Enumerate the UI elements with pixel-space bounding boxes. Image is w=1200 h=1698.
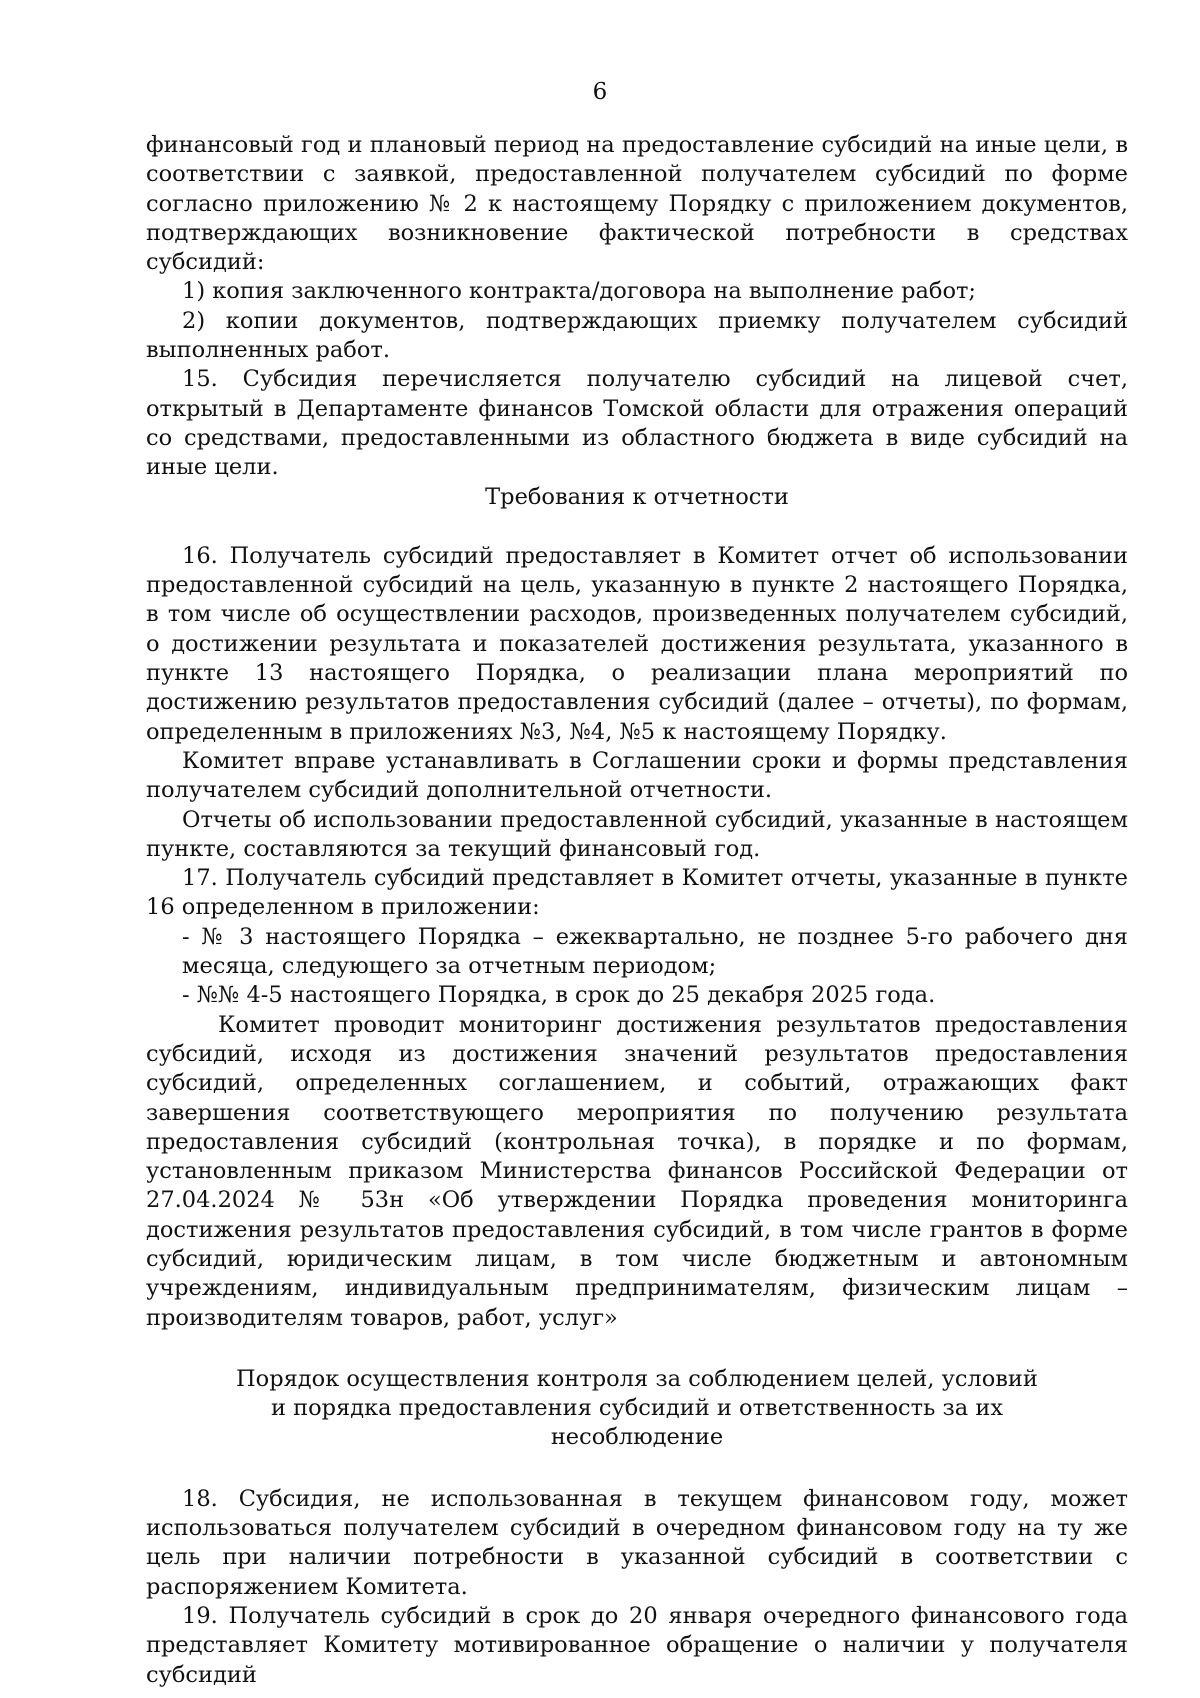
section-heading-control: Порядок осуществления контроля за соблюдением целей, условий и порядка предоставления субсидий и ответственность за их несоблюдение (236, 1365, 1038, 1451)
spacer (146, 1333, 1128, 1365)
spacer (146, 512, 1128, 542)
paragraph-monitoring: Комитет проводит мониторинг достижения результатов предоставления субсидий, исходя из достижения значений результатов предоставления субсидий, определенных соглашением, и событий, отражающих факт завершения соответствующего мероприятия по получению результата предоставления субсидий (контрольная точка), в порядке и по формам, установленным приказом Министерства финансов Российской Федерации от 27.04.2024 № 53н «Об утверждении Порядка проведения мониторинга достижения результатов предоставления субсидий, в том числе грантов в форме субсидий, юридическим лицам, в том числе бюджетным и автономным учреждениям, индивидуальным предпринимателям, физическим лицам – производителям товаров, работ, услуг» (146, 1011, 1128, 1331)
section-heading-reporting: Требования к отчетности (485, 483, 789, 510)
list-item-dash-2: - №№ 4-5 настоящего Порядка, в срок до 25 декабря 2025 года. (182, 982, 936, 1009)
paragraph-17: 17. Получатель субсидий представляет в Комитет отчеты, указанные в пункте 16 определенном в приложении: (146, 865, 1128, 921)
list-item-2: 2) копии документов, подтверждающих приемку получателем субсидий выполненных работ. (146, 307, 1128, 364)
paragraph-additional-reporting: Комитет вправе устанавливать в Соглашении сроки и формы представления получателем субсидий дополнительной отчетности. (146, 747, 1128, 804)
paragraph-continuation: финансовый год и плановый период на предоставление субсидий на иные цели, в соответствии с заявкой, предоставленной получателем субсидий по форме согласно приложению № 2 к настоящему Порядку с приложением документов, подтверждающих возникновение фактической потребности в средствах субсидий: (146, 132, 1128, 276)
paragraph-15: 15. Субсидия перечисляется получателю субсидий на лицевой счет, открытый в Департаменте финансов Томской области для отражения операций со средствами, предоставленными из областного бюджета в виде субсидий на иные цели. (146, 366, 1128, 481)
paragraph-reports-period: Отчеты об использовании предоставленной субсидий, указанные в настоящем пункте, составляются за текущий финансовый год. (146, 806, 1128, 862)
list-item-dash-1: - № 3 настоящего Порядка – ежеквартально, не позднее 5-го рабочего дня месяца, следующего за отчетным периодом; (182, 923, 1128, 980)
paragraph-16: 16. Получатель субсидий предоставляет в Комитет отчет об использовании предоставленной субсидий на цель, указанную в пункте 2 настоящего Порядка, в том числе об осуществлении расходов, произведенных получателем субсидий, о достижении результата и показателей достижения результата, указанного в пункте 13 настоящего Порядка, о реализации плана мероприятий по достижению результатов предоставления субсидий (далее – отчеты), по формам, определенным в приложениях №3, №4, №5 к настоящему Порядку. (146, 542, 1128, 745)
list-item-1: 1) копия заключенного контракта/договора на выполнение работ; (182, 278, 977, 305)
paragraph-19: 19. Получатель субсидий в срок до 20 января очередного финансового года представляет Комитету мотивированное обращение о наличии у получателя субсидий (146, 1602, 1128, 1688)
page-number: 6 (592, 79, 608, 105)
paragraph-18: 18. Субсидия, не использованная в текущем финансовом году, может использоваться получателем субсидий в очередном финансовом году на ту же цель при наличии потребности в указанной субсидий в соответствии с распоряжением Комитета. (146, 1485, 1128, 1600)
page-content (146, 131, 1128, 1690)
spacer (146, 1453, 1128, 1485)
